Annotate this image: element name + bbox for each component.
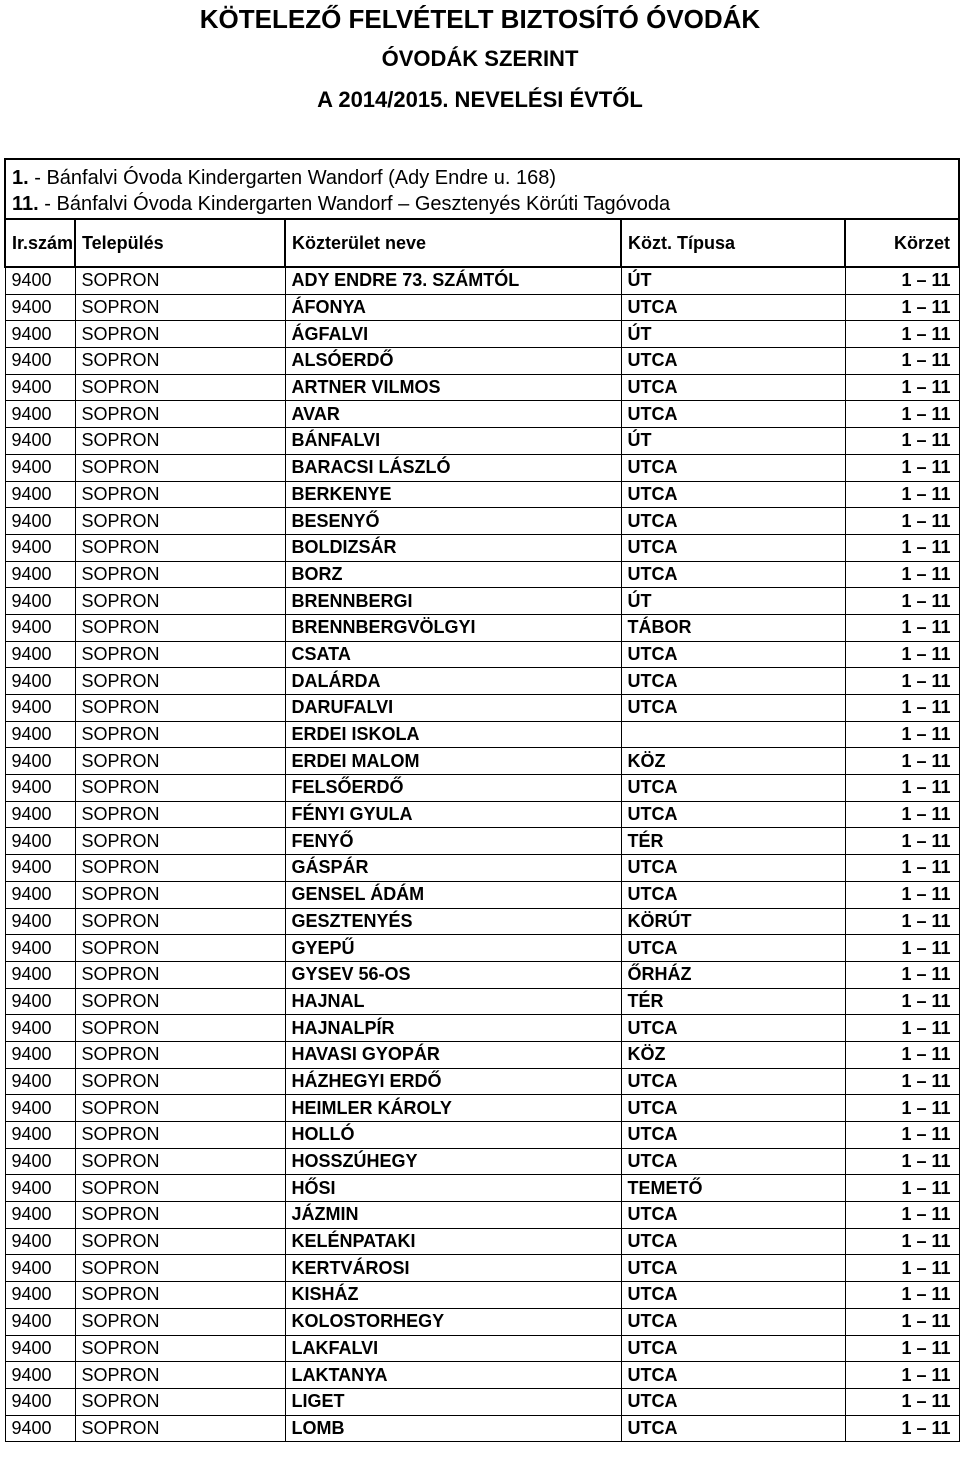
type-cell: KÖZ bbox=[621, 1041, 845, 1068]
type-cell: UTCA bbox=[621, 508, 845, 535]
district-cell: 1 – 11 bbox=[845, 481, 959, 508]
table-row bbox=[5, 267, 959, 294]
table-row bbox=[5, 641, 959, 668]
city-cell: SOPRON bbox=[75, 881, 285, 908]
zip-cell: 9400 bbox=[5, 1015, 75, 1042]
zip-cell: 9400 bbox=[5, 561, 75, 588]
type-cell: UTCA bbox=[621, 855, 845, 882]
city-cell: SOPRON bbox=[75, 1175, 285, 1202]
district-cell: 1 – 11 bbox=[845, 1015, 959, 1042]
type-cell bbox=[621, 721, 845, 748]
table-row bbox=[5, 1175, 959, 1202]
zip-cell: 9400 bbox=[5, 641, 75, 668]
type-cell: UTCA bbox=[621, 401, 845, 428]
zip-cell: 9400 bbox=[5, 348, 75, 375]
type-cell: UTCA bbox=[621, 668, 845, 695]
street-cell: FENYŐ bbox=[285, 828, 621, 855]
table-row bbox=[5, 1388, 959, 1415]
table-row bbox=[5, 1255, 959, 1282]
city-cell: SOPRON bbox=[75, 1308, 285, 1335]
zip-cell: 9400 bbox=[5, 1282, 75, 1309]
city-cell: SOPRON bbox=[75, 1068, 285, 1095]
table-row bbox=[5, 348, 959, 375]
table-row bbox=[5, 1308, 959, 1335]
district-cell: 1 – 11 bbox=[845, 1308, 959, 1335]
street-cell: GÁSPÁR bbox=[285, 855, 621, 882]
district-cell: 1 – 11 bbox=[845, 1202, 959, 1229]
zip-cell: 9400 bbox=[5, 508, 75, 535]
district-cell: 1 – 11 bbox=[845, 534, 959, 561]
type-cell: UTCA bbox=[621, 1095, 845, 1122]
table-row bbox=[5, 294, 959, 321]
table-row bbox=[5, 1122, 959, 1149]
street-cell: HOLLÓ bbox=[285, 1122, 621, 1149]
zip-cell: 9400 bbox=[5, 1255, 75, 1282]
district-cell: 1 – 11 bbox=[845, 1122, 959, 1149]
district-cell: 1 – 11 bbox=[845, 401, 959, 428]
type-cell: UTCA bbox=[621, 1388, 845, 1415]
street-cell: DALÁRDA bbox=[285, 668, 621, 695]
type-cell: UTCA bbox=[621, 881, 845, 908]
street-cell: CSATA bbox=[285, 641, 621, 668]
type-cell: UTCA bbox=[621, 481, 845, 508]
street-cell: HAVASI GYOPÁR bbox=[285, 1041, 621, 1068]
table-row bbox=[5, 855, 959, 882]
city-cell: SOPRON bbox=[75, 401, 285, 428]
city-cell: SOPRON bbox=[75, 1122, 285, 1149]
type-cell: TÉR bbox=[621, 828, 845, 855]
zip-cell: 9400 bbox=[5, 775, 75, 802]
zip-cell: 9400 bbox=[5, 855, 75, 882]
zip-cell: 9400 bbox=[5, 1202, 75, 1229]
street-cell: FELSŐERDŐ bbox=[285, 775, 621, 802]
district-cell: 1 – 11 bbox=[845, 908, 959, 935]
district-cell: 1 – 11 bbox=[845, 1335, 959, 1362]
header-telepules: Település bbox=[75, 219, 285, 267]
table-row bbox=[5, 561, 959, 588]
zip-cell: 9400 bbox=[5, 1308, 75, 1335]
city-cell: SOPRON bbox=[75, 1148, 285, 1175]
table-row bbox=[5, 828, 959, 855]
street-cell: KERTVÁROSI bbox=[285, 1255, 621, 1282]
district-cell: 1 – 11 bbox=[845, 828, 959, 855]
document-subtitle: ÓVODÁK SZERINT bbox=[381, 46, 579, 71]
table-row bbox=[5, 935, 959, 962]
district-cell: 1 – 11 bbox=[845, 1041, 959, 1068]
street-cell: ARTNER VILMOS bbox=[285, 374, 621, 401]
street-cell: BARACSI LÁSZLÓ bbox=[285, 454, 621, 481]
city-cell: SOPRON bbox=[75, 348, 285, 375]
zip-cell: 9400 bbox=[5, 721, 75, 748]
city-cell: SOPRON bbox=[75, 294, 285, 321]
type-cell: UTCA bbox=[621, 1335, 845, 1362]
city-cell: SOPRON bbox=[75, 1202, 285, 1229]
type-cell: UTCA bbox=[621, 454, 845, 481]
city-cell: SOPRON bbox=[75, 988, 285, 1015]
district-cell: 1 – 11 bbox=[845, 1228, 959, 1255]
street-cell: FÉNYI GYULA bbox=[285, 801, 621, 828]
zip-cell: 9400 bbox=[5, 1335, 75, 1362]
city-cell: SOPRON bbox=[75, 588, 285, 615]
city-cell: SOPRON bbox=[75, 1388, 285, 1415]
city-cell: SOPRON bbox=[75, 961, 285, 988]
zip-cell: 9400 bbox=[5, 267, 75, 294]
district-cell: 1 – 11 bbox=[845, 1068, 959, 1095]
table-row bbox=[5, 695, 959, 722]
street-cell: BERKENYE bbox=[285, 481, 621, 508]
city-cell: SOPRON bbox=[75, 614, 285, 641]
type-cell: UTCA bbox=[621, 348, 845, 375]
zip-cell: 9400 bbox=[5, 428, 75, 455]
street-cell: ÁFONYA bbox=[285, 294, 621, 321]
zip-cell: 9400 bbox=[5, 401, 75, 428]
zip-cell: 9400 bbox=[5, 1041, 75, 1068]
table-row bbox=[5, 1095, 959, 1122]
district-cell: 1 – 11 bbox=[845, 294, 959, 321]
table-row bbox=[5, 614, 959, 641]
street-cell: KISHÁZ bbox=[285, 1282, 621, 1309]
zip-cell: 9400 bbox=[5, 614, 75, 641]
zip-cell: 9400 bbox=[5, 1228, 75, 1255]
type-cell: UTCA bbox=[621, 1068, 845, 1095]
city-cell: SOPRON bbox=[75, 454, 285, 481]
city-cell: SOPRON bbox=[75, 1282, 285, 1309]
city-cell: SOPRON bbox=[75, 695, 285, 722]
zip-cell: 9400 bbox=[5, 801, 75, 828]
zip-cell: 9400 bbox=[5, 1148, 75, 1175]
type-cell: UTCA bbox=[621, 695, 845, 722]
table-row bbox=[5, 668, 959, 695]
city-cell: SOPRON bbox=[75, 267, 285, 294]
street-cell: ERDEI ISKOLA bbox=[285, 721, 621, 748]
type-cell: TÁBOR bbox=[621, 614, 845, 641]
street-cell: LAKFALVI bbox=[285, 1335, 621, 1362]
zip-cell: 9400 bbox=[5, 748, 75, 775]
district-cell: 1 – 11 bbox=[845, 561, 959, 588]
kindergarten-line bbox=[5, 190, 959, 219]
district-cell: 1 – 11 bbox=[845, 1415, 959, 1442]
street-cell: ALSÓERDŐ bbox=[285, 348, 621, 375]
table-row bbox=[5, 374, 959, 401]
city-cell: SOPRON bbox=[75, 374, 285, 401]
street-cell: BRENNBERGVÖLGYI bbox=[285, 614, 621, 641]
zip-cell: 9400 bbox=[5, 294, 75, 321]
table-row bbox=[5, 1202, 959, 1229]
type-cell: UTCA bbox=[621, 1202, 845, 1229]
city-cell: SOPRON bbox=[75, 828, 285, 855]
zip-cell: 9400 bbox=[5, 935, 75, 962]
table-row bbox=[5, 908, 959, 935]
zip-cell: 9400 bbox=[5, 961, 75, 988]
zip-cell: 9400 bbox=[5, 988, 75, 1015]
city-cell: SOPRON bbox=[75, 855, 285, 882]
district-cell: 1 – 11 bbox=[845, 961, 959, 988]
city-cell: SOPRON bbox=[75, 935, 285, 962]
street-cell: HAJNALPÍR bbox=[285, 1015, 621, 1042]
district-cell: 1 – 11 bbox=[845, 614, 959, 641]
street-cell: HAJNAL bbox=[285, 988, 621, 1015]
type-cell: ÚT bbox=[621, 588, 845, 615]
table-row bbox=[5, 1068, 959, 1095]
zip-cell: 9400 bbox=[5, 1095, 75, 1122]
zip-cell: 9400 bbox=[5, 1415, 75, 1442]
city-cell: SOPRON bbox=[75, 428, 285, 455]
street-cell: HOSSZÚHEGY bbox=[285, 1148, 621, 1175]
table-row bbox=[5, 428, 959, 455]
district-cell: 1 – 11 bbox=[845, 721, 959, 748]
district-cell: 1 – 11 bbox=[845, 881, 959, 908]
district-cell: 1 – 11 bbox=[845, 801, 959, 828]
city-cell: SOPRON bbox=[75, 748, 285, 775]
district-cell: 1 – 11 bbox=[845, 695, 959, 722]
type-cell: UTCA bbox=[621, 935, 845, 962]
district-cell: 1 – 11 bbox=[845, 428, 959, 455]
zip-cell: 9400 bbox=[5, 481, 75, 508]
type-cell: TEMETŐ bbox=[621, 1175, 845, 1202]
zip-cell: 9400 bbox=[5, 374, 75, 401]
type-cell: ÚT bbox=[621, 321, 845, 348]
city-cell: SOPRON bbox=[75, 1335, 285, 1362]
type-cell: UTCA bbox=[621, 1122, 845, 1149]
city-cell: SOPRON bbox=[75, 1255, 285, 1282]
type-cell: ŐRHÁZ bbox=[621, 961, 845, 988]
district-cell: 1 – 11 bbox=[845, 508, 959, 535]
zip-cell: 9400 bbox=[5, 881, 75, 908]
table-row bbox=[5, 508, 959, 535]
type-cell: UTCA bbox=[621, 775, 845, 802]
district-cell: 1 – 11 bbox=[845, 855, 959, 882]
zip-cell: 9400 bbox=[5, 695, 75, 722]
city-cell: SOPRON bbox=[75, 481, 285, 508]
kindergarten-number: 11. bbox=[12, 192, 39, 215]
district-cell: 1 – 11 bbox=[845, 1388, 959, 1415]
city-cell: SOPRON bbox=[75, 641, 285, 668]
district-cell: 1 – 11 bbox=[845, 668, 959, 695]
kindergarten-name: - Bánfalvi Óvoda Kindergarten Wandorf – Gesztenyés Körúti Tagóvoda bbox=[38, 192, 671, 215]
type-cell: ÚT bbox=[621, 267, 845, 294]
district-cell: 1 – 11 bbox=[845, 935, 959, 962]
type-cell: UTCA bbox=[621, 1362, 845, 1389]
zip-cell: 9400 bbox=[5, 1122, 75, 1149]
type-cell: UTCA bbox=[621, 1415, 845, 1442]
city-cell: SOPRON bbox=[75, 668, 285, 695]
district-cell: 1 – 11 bbox=[845, 1282, 959, 1309]
type-cell: UTCA bbox=[621, 294, 845, 321]
city-cell: SOPRON bbox=[75, 534, 285, 561]
city-cell: SOPRON bbox=[75, 1095, 285, 1122]
table-row bbox=[5, 321, 959, 348]
kindergarten-number: 1. bbox=[12, 167, 29, 189]
table-row bbox=[5, 1282, 959, 1309]
district-cell: 1 – 11 bbox=[845, 321, 959, 348]
header-korzet: Körzet bbox=[845, 219, 959, 267]
city-cell: SOPRON bbox=[75, 1015, 285, 1042]
table-row bbox=[5, 775, 959, 802]
zip-cell: 9400 bbox=[5, 1362, 75, 1389]
street-cell: HŐSI bbox=[285, 1175, 621, 1202]
table-row bbox=[5, 1415, 959, 1442]
street-cell: BOLDIZSÁR bbox=[285, 534, 621, 561]
zip-cell: 9400 bbox=[5, 534, 75, 561]
type-cell: KÖRÚT bbox=[621, 908, 845, 935]
zip-cell: 9400 bbox=[5, 321, 75, 348]
type-cell: UTCA bbox=[621, 801, 845, 828]
city-cell: SOPRON bbox=[75, 508, 285, 535]
type-cell: UTCA bbox=[621, 1308, 845, 1335]
district-cell: 1 – 11 bbox=[845, 775, 959, 802]
street-cell: BÁNFALVI bbox=[285, 428, 621, 455]
type-cell: KÖZ bbox=[621, 748, 845, 775]
table-row bbox=[5, 721, 959, 748]
header-kozterulet: Közterület neve bbox=[285, 219, 621, 267]
district-cell: 1 – 11 bbox=[845, 454, 959, 481]
table-row bbox=[5, 801, 959, 828]
type-cell: TÉR bbox=[621, 988, 845, 1015]
district-cell: 1 – 11 bbox=[845, 267, 959, 294]
city-cell: SOPRON bbox=[75, 1041, 285, 1068]
table-row bbox=[5, 1362, 959, 1389]
header-irszam: Ir.szám bbox=[5, 219, 75, 267]
type-cell: UTCA bbox=[621, 374, 845, 401]
zip-cell: 9400 bbox=[5, 1175, 75, 1202]
street-cell: GYSEV 56-OS bbox=[285, 961, 621, 988]
type-cell: UTCA bbox=[621, 1282, 845, 1309]
district-cell: 1 – 11 bbox=[845, 588, 959, 615]
table-row bbox=[5, 881, 959, 908]
street-cell: LAKTANYA bbox=[285, 1362, 621, 1389]
type-cell: UTCA bbox=[621, 641, 845, 668]
table-row bbox=[5, 1041, 959, 1068]
street-cell: HEIMLER KÁROLY bbox=[285, 1095, 621, 1122]
city-cell: SOPRON bbox=[75, 1415, 285, 1442]
zip-cell: 9400 bbox=[5, 828, 75, 855]
street-cell: AVAR bbox=[285, 401, 621, 428]
type-cell: UTCA bbox=[621, 1228, 845, 1255]
type-cell: UTCA bbox=[621, 1015, 845, 1042]
table-row bbox=[5, 1335, 959, 1362]
table-row bbox=[5, 588, 959, 615]
table-row bbox=[5, 481, 959, 508]
kindergarten-district-table bbox=[4, 158, 960, 1442]
street-cell: GENSEL ÁDÁM bbox=[285, 881, 621, 908]
table-row bbox=[5, 401, 959, 428]
city-cell: SOPRON bbox=[75, 1362, 285, 1389]
district-cell: 1 – 11 bbox=[845, 1175, 959, 1202]
table-row bbox=[5, 1148, 959, 1175]
street-cell: ÁGFALVI bbox=[285, 321, 621, 348]
city-cell: SOPRON bbox=[75, 775, 285, 802]
street-cell: GYEPŰ bbox=[285, 935, 621, 962]
district-cell: 1 – 11 bbox=[845, 988, 959, 1015]
district-cell: 1 – 11 bbox=[845, 1095, 959, 1122]
district-cell: 1 – 11 bbox=[845, 641, 959, 668]
city-cell: SOPRON bbox=[75, 801, 285, 828]
header-tipus: Közt. Típusa bbox=[621, 219, 845, 267]
table-row bbox=[5, 1228, 959, 1255]
street-cell: DARUFALVI bbox=[285, 695, 621, 722]
type-cell: UTCA bbox=[621, 1148, 845, 1175]
street-cell: GESZTENYÉS bbox=[285, 908, 621, 935]
kindergarten-name: - Bánfalvi Óvoda Kindergarten Wandorf (Ady Endre u. 168) bbox=[28, 167, 557, 189]
street-cell: LOMB bbox=[285, 1415, 621, 1442]
district-cell: 1 – 11 bbox=[845, 348, 959, 375]
table-row bbox=[5, 454, 959, 481]
street-cell: ERDEI MALOM bbox=[285, 748, 621, 775]
city-cell: SOPRON bbox=[75, 908, 285, 935]
document-title: KÖTELEZŐ FELVÉTELT BIZTOSÍTÓ ÓVODÁK bbox=[199, 4, 761, 34]
table-row bbox=[5, 988, 959, 1015]
type-cell: UTCA bbox=[621, 534, 845, 561]
zip-cell: 9400 bbox=[5, 588, 75, 615]
street-cell: BORZ bbox=[285, 561, 621, 588]
street-cell: ADY ENDRE 73. SZÁMTÓL bbox=[285, 267, 621, 294]
zip-cell: 9400 bbox=[5, 1068, 75, 1095]
zip-cell: 9400 bbox=[5, 668, 75, 695]
district-cell: 1 – 11 bbox=[845, 1148, 959, 1175]
street-cell: KOLOSTORHEGY bbox=[285, 1308, 621, 1335]
type-cell: UTCA bbox=[621, 1255, 845, 1282]
district-cell: 1 – 11 bbox=[845, 1255, 959, 1282]
street-cell: JÁZMIN bbox=[285, 1202, 621, 1229]
kindergarten-line bbox=[5, 159, 959, 190]
table-row bbox=[5, 748, 959, 775]
type-cell: ÚT bbox=[621, 428, 845, 455]
table-row bbox=[5, 1015, 959, 1042]
street-cell: BESENYŐ bbox=[285, 508, 621, 535]
table-row bbox=[5, 534, 959, 561]
district-cell: 1 – 11 bbox=[845, 748, 959, 775]
school-year-heading: A 2014/2015. NEVELÉSI ÉVTŐL bbox=[317, 87, 643, 112]
street-cell: LIGET bbox=[285, 1388, 621, 1415]
city-cell: SOPRON bbox=[75, 721, 285, 748]
district-cell: 1 – 11 bbox=[845, 1362, 959, 1389]
city-cell: SOPRON bbox=[75, 561, 285, 588]
zip-cell: 9400 bbox=[5, 454, 75, 481]
street-cell: KELÉNPATAKI bbox=[285, 1228, 621, 1255]
table-header-row bbox=[5, 219, 959, 267]
district-cell: 1 – 11 bbox=[845, 374, 959, 401]
zip-cell: 9400 bbox=[5, 1388, 75, 1415]
street-cell: HÁZHEGYI ERDŐ bbox=[285, 1068, 621, 1095]
table-row bbox=[5, 961, 959, 988]
city-cell: SOPRON bbox=[75, 321, 285, 348]
city-cell: SOPRON bbox=[75, 1228, 285, 1255]
street-cell: BRENNBERGI bbox=[285, 588, 621, 615]
type-cell: UTCA bbox=[621, 561, 845, 588]
zip-cell: 9400 bbox=[5, 908, 75, 935]
